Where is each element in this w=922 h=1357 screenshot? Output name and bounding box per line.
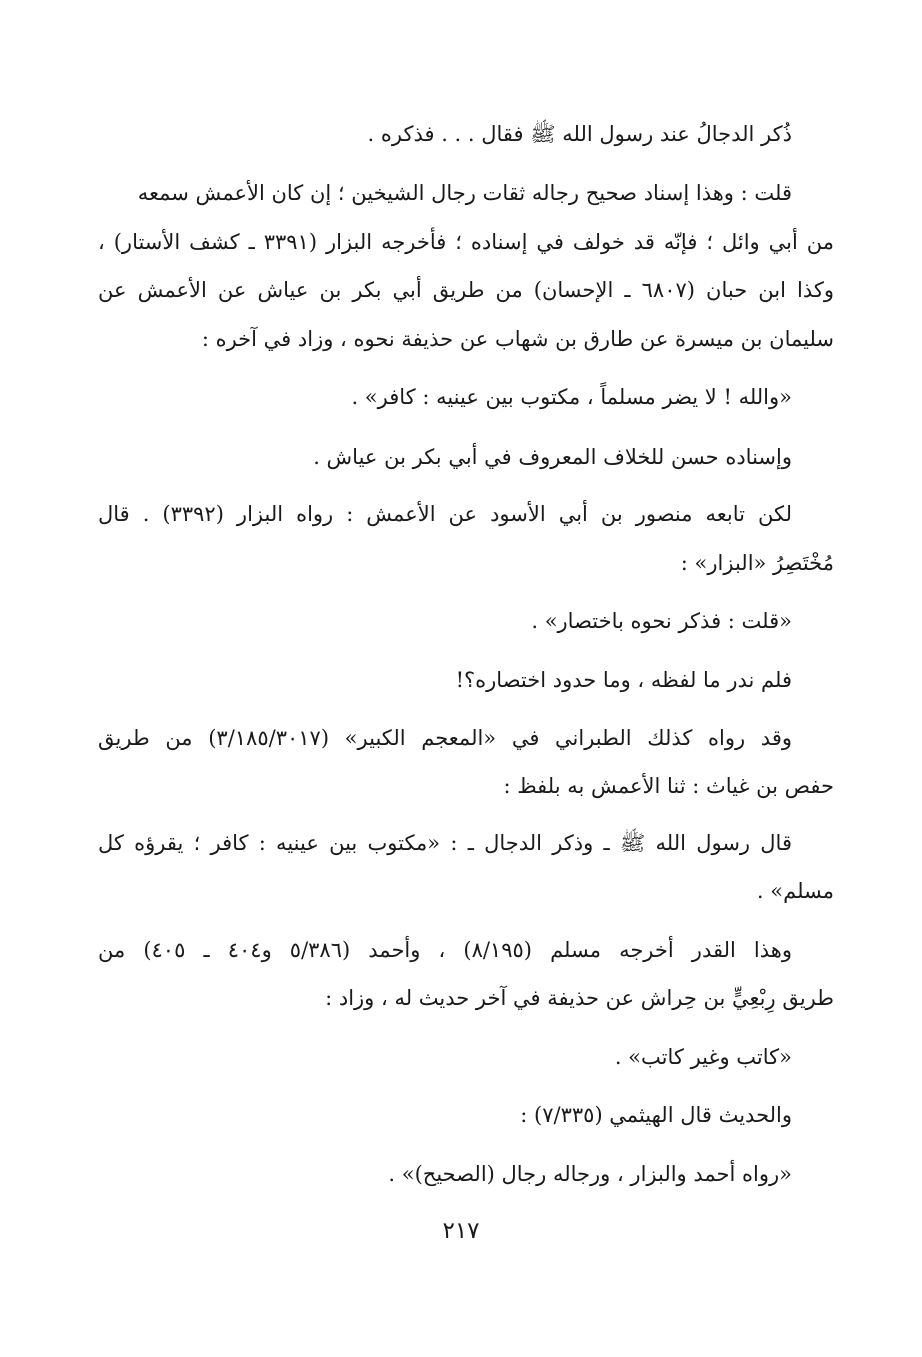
text-line: ذُكر الدجالُ عند رسول الله ﷺ فقال . . . فذكره . xyxy=(367,122,792,146)
quoted-line: «كاتب وغير كاتب» . xyxy=(614,1045,792,1069)
text-line: والحديث قال الهيثمي (٧/٣٣٥) : xyxy=(520,1103,792,1127)
text-line: وكذا ابن حبان (٦٨٠٧ ـ الإحسان) من طريق أبي بكر بن عياش عن الأعمش عن xyxy=(98,278,834,302)
quoted-line: «رواه أحمد والبزار ، ورجاله رجال (الصحيح)» . xyxy=(388,1162,792,1186)
text-line: سليمان بن ميسرة عن طارق بن شهاب عن حذيفة نحوه ، وزاد في آخره : xyxy=(201,327,834,351)
text-line: مسلم» . xyxy=(756,879,834,903)
text-line: مُخْتَصِرُ «البزار» : xyxy=(680,551,834,575)
quoted-line: «قلت : فذكر نحوه باختصار» . xyxy=(531,609,792,633)
page-number: ٢١٧ xyxy=(442,1218,480,1244)
text-line: وإسناده حسن للخلاف المعروف في أبي بكر بن عياش . xyxy=(313,445,792,469)
text-line: وقد رواه كذلك الطبراني في «المعجم الكبير» (٣/١٨٥/٣٠١٧) من طريق xyxy=(98,726,793,750)
quoted-line: «والله ! لا يضر مسلماً ، مكتوب بين عينيه : كافر» . xyxy=(351,385,792,409)
text-line: حفص بن غياث : ثنا الأعمش به بلفظ : xyxy=(503,774,834,798)
text-line: وهذا القدر أخرجه مسلم (٨/١٩٥) ، وأحمد (٥/٣٨٦ و٤٠٤ ـ ٤٠٥) من xyxy=(98,938,792,962)
text-line: طريق رِبْعِيٍّ بن حِراش عن حذيفة في آخر حديث له ، وزاد : xyxy=(325,986,834,1010)
text-line: قلت : وهذا إسناد صحيح رجاله ثقات رجال الشيخين ؛ إن كان الأعمش سمعه xyxy=(137,181,792,205)
text-line: لكن تابعه منصور بن أبي الأسود عن الأعمش : رواه البزار (٣٣٩٢) . قال xyxy=(98,502,792,526)
text-line: قال رسول الله ﷺ ـ وذكر الدجال ـ : «مكتوب بين عينيه : كافر ؛ يقرؤه كل xyxy=(98,831,792,855)
text-line: فلم ندر ما لفظه ، وما حدود اختصاره؟! xyxy=(455,668,792,692)
text-line: من أبي وائل ؛ فإنّه قد خولف في إسناده ؛ فأخرجه البزار (٣٣٩١ ـ كشف الأستار) ، xyxy=(98,230,834,254)
